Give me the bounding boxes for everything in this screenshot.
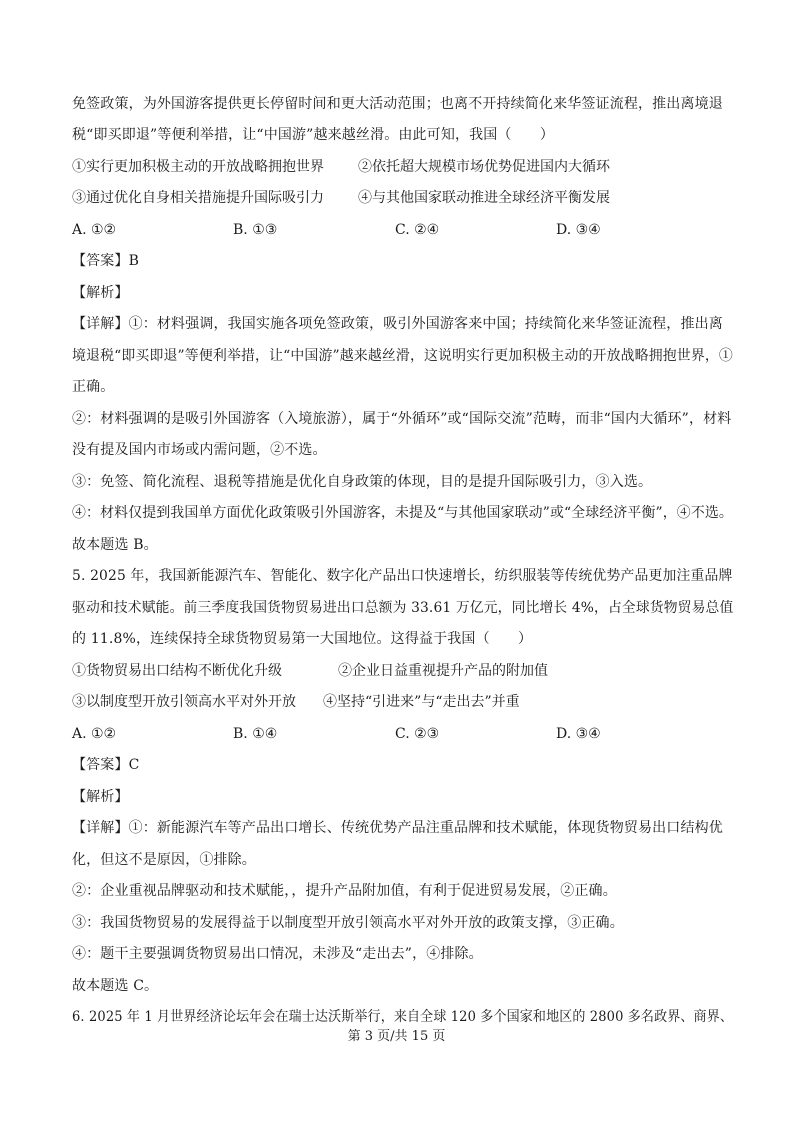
q4-detail-line-3: 正确。 [72,379,115,395]
q5-stem-line-1: 5. 2025 年，我国新能源汽车、智能化、数字化产品出口快速增长，纺织服装等传统优势产品更加注重品牌 [72,568,733,584]
q4-detail-line-7: ④：材料仅提到我国单方面优化政策吸引外国游客，未提及“与其他国家联动”或“全球经济平衡”，④不选。 [72,505,733,521]
q5-detail-line-1: 【详解】①：新能源汽车等产品出口增长、传统优势产品注重品牌和技术赋能，体现货物贸易出口结构优 [72,820,723,836]
q5-option-c: C. ②③ [395,726,440,742]
q6-stem-line-1: 6. 2025 年 1 月世界经济论坛年会在瑞士达沃斯举行，来自全球 120 多个国家和地区的 2800 多名政界、商界、 [72,1009,734,1025]
q5-item-2: ②企业日益重视提升产品的附加值 [338,663,548,679]
q5-item-3: ③以制度型开放引领高水平对外开放 [72,694,296,710]
q4-option-d: D. ③④ [556,222,601,238]
q5-item-4: ④坚持“引进来”与“走出去”并重 [323,694,520,710]
q5-detail-line-5: ④：题干主要强调货物贸易出口情况，未涉及“走出去”，④排除。 [72,946,483,962]
q4-item-2: ②依托超大规模市场优势促进国内大循环 [358,159,610,175]
q4-option-b: B. ①③ [233,222,278,238]
q4-detail-line-4: ②：材料强调的是吸引外国游客（入境旅游），属于“外循环”或“国际交流”范畴，而非“国内大循环”，材料 [72,411,732,427]
page-footer: 第 3 页/共 15 页 [347,1029,446,1044]
q5-stem-line-2: 驱动和技术赋能。前三季度我国货物贸易进出口总额为 33.61 万亿元，同比增长 4%，占全球货物贸易总值 [72,600,734,616]
q4-detail-line-2: 境退税“即买即退”等便利举措，让“中国游”越来越丝滑，这说明实行更加积极主动的开放战略拥抱世界，① [72,348,733,364]
q4-option-c: C. ②④ [395,222,440,238]
q4-stem-line-2: 税“即买即退”等便利举措，让“中国游”越来越丝滑。由此可知，我国（ ） [72,127,555,143]
q5-item-1: ①货物贸易出口结构不断优化升级 [72,663,282,679]
q4-option-a: A. ①② [72,222,117,238]
q5-option-b: B. ①④ [233,726,278,742]
q5-conclusion: 故本题选 C。 [72,978,159,994]
q4-analysis-label: 【解析】 [72,285,129,301]
q4-stem-line-1: 免签政策，为外国游客提供更长停留时间和更大活动范围；也离不开持续简化来华签证流程，推出离境退 [72,96,723,112]
q5-analysis-label: 【解析】 [72,789,129,805]
q4-detail-line-5: 没有提及国内市场或内需问题，②不选。 [72,442,327,458]
q4-item-3: ③通过优化自身相关措施提升国际吸引力 [72,190,324,206]
q5-detail-line-4: ③：我国货物贸易的发展得益于以制度型开放引领高水平对外开放的政策支撑，③正确。 [72,915,624,931]
q4-conclusion: 故本题选 B。 [72,537,158,553]
q4-detail-line-6: ③：免签、简化流程、退税等措施是优化自身政策的体现，目的是提升国际吸引力，③入选。 [72,474,653,490]
q5-stem-line-3: 的 11.8%，连续保持全球货物贸易第一大国地位。这得益于我国（ ） [72,631,533,647]
q4-answer: 【答案】B [72,253,140,269]
q4-item-4: ④与其他国家联动推进全球经济平衡发展 [358,190,610,206]
q5-option-a: A. ①② [72,726,117,742]
q5-option-d: D. ③④ [556,726,601,742]
q5-detail-line-2: 化，但这不是原因，①排除。 [72,852,256,868]
q4-detail-line-1: 【详解】①：材料强调，我国实施各项免签政策，吸引外国游客来中国；持续简化来华签证流程，推出离 [72,316,723,332]
q4-item-1: ①实行更加积极主动的开放战略拥抱世界 [72,159,324,175]
q5-detail-line-3: ②：企业重视品牌驱动和技术赋能，，提升产品附加值，有利于促进贸易发展，②正确。 [72,883,617,899]
q5-answer: 【答案】C [72,757,140,773]
